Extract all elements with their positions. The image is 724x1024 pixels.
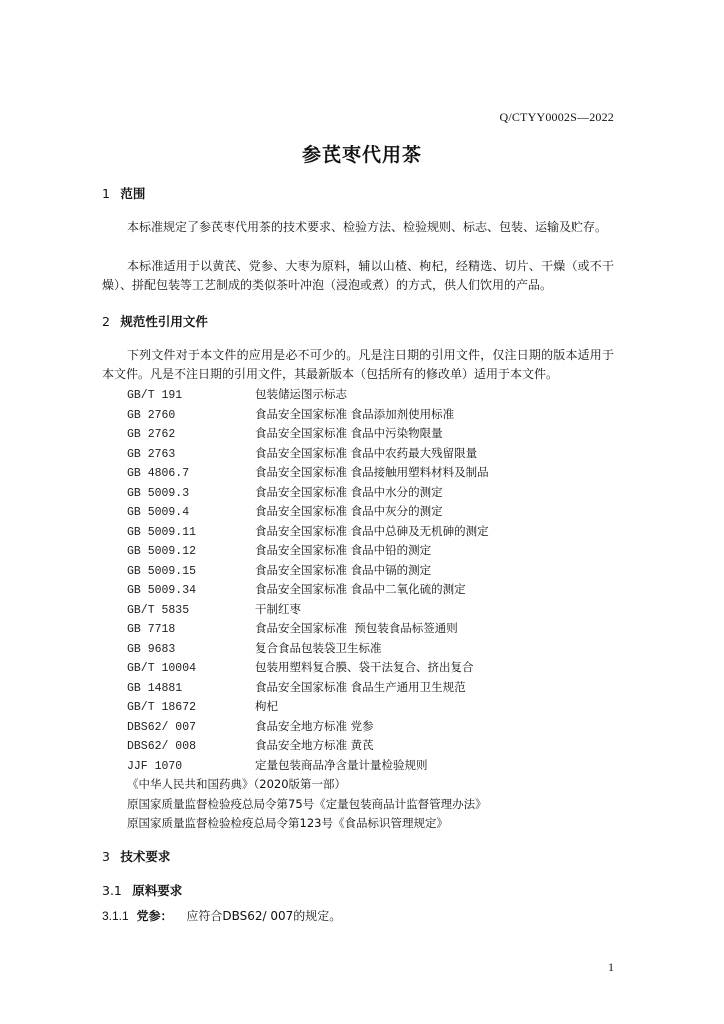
reference-title: 食品安全国家标准 食品中二氧化硫的测定 — [255, 582, 466, 596]
page-number: 1 — [608, 960, 614, 974]
reference-row — [127, 385, 617, 405]
reference-row — [127, 522, 617, 542]
subsection-3-1-heading — [102, 881, 182, 899]
scope-paragraph-1: 本标准规定了参芪枣代用茶的技术要求、检验方法、检验规则、标志、包装、运输及贮存。 — [127, 220, 608, 234]
clause-label: 党参： — [136, 909, 173, 923]
section-1-heading — [102, 184, 145, 202]
reference-title: 食品安全国家标准 食品中铅的测定 — [255, 543, 432, 557]
other-reference-row — [127, 814, 617, 834]
reference-title: 食品安全国家标准 食品中镉的测定 — [255, 562, 432, 577]
reference-list — [127, 385, 617, 834]
reference-title: 食品安全国家标准 食品中污染物限量 — [255, 426, 443, 440]
other-reference: 原国家质量监督检验检疫总局令第123号《食品标识管理规定》 — [127, 816, 448, 830]
reference-code: GB 9683 — [127, 642, 176, 656]
reference-title: 食品安全地方标准 黄芪 — [255, 738, 374, 752]
reference-row — [127, 756, 617, 776]
reference-code: GB 7718 — [127, 623, 176, 636]
reference-title: 包装储运图示标志 — [255, 387, 347, 401]
reference-code: GB 5009.34 — [127, 584, 197, 597]
reference-title: 食品安全地方标准 党参 — [255, 718, 374, 733]
section-number: 3 — [102, 849, 110, 864]
reference-code: GB/T 191 — [127, 389, 183, 402]
reference-code: GB 2762 — [127, 428, 176, 441]
reference-row — [127, 580, 617, 600]
reference-row — [127, 483, 617, 503]
reference-code: DBS62/ 008 — [127, 740, 197, 753]
section-number: 1 — [102, 186, 110, 201]
other-reference-row — [127, 795, 617, 815]
reference-code: GB/T 10004 — [127, 662, 197, 675]
reference-code: GB 5009.15 — [127, 564, 197, 578]
reference-row — [127, 463, 617, 483]
clause-number: 3.1.1 — [102, 909, 129, 923]
reference-code: GB 5009.4 — [127, 506, 190, 519]
reference-code: GB 2763 — [127, 447, 176, 461]
reference-code: GB 5009.11 — [127, 525, 197, 539]
section-2-heading — [102, 312, 208, 330]
reference-title: 干制红枣 — [255, 601, 301, 616]
reference-title: 食品安全国家标准 食品中灰分的测定 — [255, 504, 443, 518]
page-title: 参芪枣代用茶 — [301, 144, 422, 166]
reference-row — [127, 736, 617, 756]
reference-title: 枸杞 — [255, 699, 278, 713]
reference-row — [127, 541, 617, 561]
reference-row — [127, 639, 617, 659]
reference-title: 食品安全国家标准 预包装食品标签通则 — [255, 621, 458, 635]
references-intro: 下列文件对于本文件的应用是必不可少的。凡是注日期的引用文件，仅注日期的版本适用于本文件。凡是不注日期的引用文件，其最新版本（包括所有的修改单）适用于本文件。 — [102, 348, 614, 381]
reference-code: GB 5009.3 — [127, 486, 190, 500]
reference-code: GB 14881 — [127, 681, 183, 695]
reference-title: 定量包装商品净含量计量检验规则 — [255, 757, 428, 772]
section-title: 规范性引用文件 — [120, 314, 208, 329]
reference-row — [127, 424, 617, 444]
reference-row — [127, 619, 617, 639]
reference-title: 包装用塑料复合膜、袋干法复合、挤出复合 — [255, 660, 474, 674]
reference-row — [127, 561, 617, 581]
other-reference: 《中华人民共和国药典》（2020版第一部） — [127, 777, 347, 791]
scope-paragraph-2: 本标准适用于以黄芪、党参、大枣为原料，辅以山楂、枸杞，经精选、切片、干燥（或不干燥）、拼配包装等工艺制成的类似茶叶冲泡（浸泡或煮）的方式，供人们饮用的产品。 — [102, 259, 614, 292]
subsection-number: 3.1 — [102, 883, 122, 898]
reference-row — [127, 678, 617, 698]
section-title: 技术要求 — [120, 849, 171, 864]
reference-row — [127, 717, 617, 737]
subsection-title: 原料要求 — [132, 883, 183, 898]
reference-code: GB 5009.12 — [127, 545, 197, 558]
section-3-heading — [102, 847, 170, 865]
reference-title: 食品安全国家标准 食品中总砷及无机砷的测定 — [255, 523, 489, 538]
section-number: 2 — [102, 314, 110, 329]
reference-title: 食品安全国家标准 食品生产通用卫生规范 — [255, 679, 466, 694]
reference-code: DBS62/ 007 — [127, 720, 197, 734]
reference-row — [127, 600, 617, 620]
clause-text: 应符合DBS62/ 007的规定。 — [186, 909, 342, 923]
reference-code: JJF 1070 — [127, 759, 183, 773]
reference-row — [127, 405, 617, 425]
reference-title: 复合食品包装袋卫生标准 — [255, 640, 382, 655]
reference-code: GB 4806.7 — [127, 467, 190, 480]
other-reference-row — [127, 775, 617, 795]
reference-row — [127, 697, 617, 717]
reference-row — [127, 444, 617, 464]
reference-row — [127, 658, 617, 678]
other-reference: 原国家质量监督检验疫总局令第75号《定量包装商品计监督管理办法》 — [127, 796, 487, 811]
reference-row — [127, 502, 617, 522]
reference-code: GB/T 5835 — [127, 603, 190, 617]
reference-title: 食品安全国家标准 食品中水分的测定 — [255, 484, 443, 499]
reference-title: 食品安全国家标准 食品添加剂使用标准 — [255, 406, 455, 421]
reference-title: 食品安全国家标准 食品接触用塑料材料及制品 — [255, 465, 489, 479]
reference-title: 食品安全国家标准 食品中农药最大残留限量 — [255, 445, 478, 460]
reference-code: GB 2760 — [127, 408, 176, 422]
clause-3-1-1 — [102, 907, 341, 924]
section-title: 范围 — [120, 186, 146, 201]
reference-code: GB/T 18672 — [127, 701, 197, 714]
standard-code: Q/CTYY0002S—2022 — [499, 110, 614, 124]
